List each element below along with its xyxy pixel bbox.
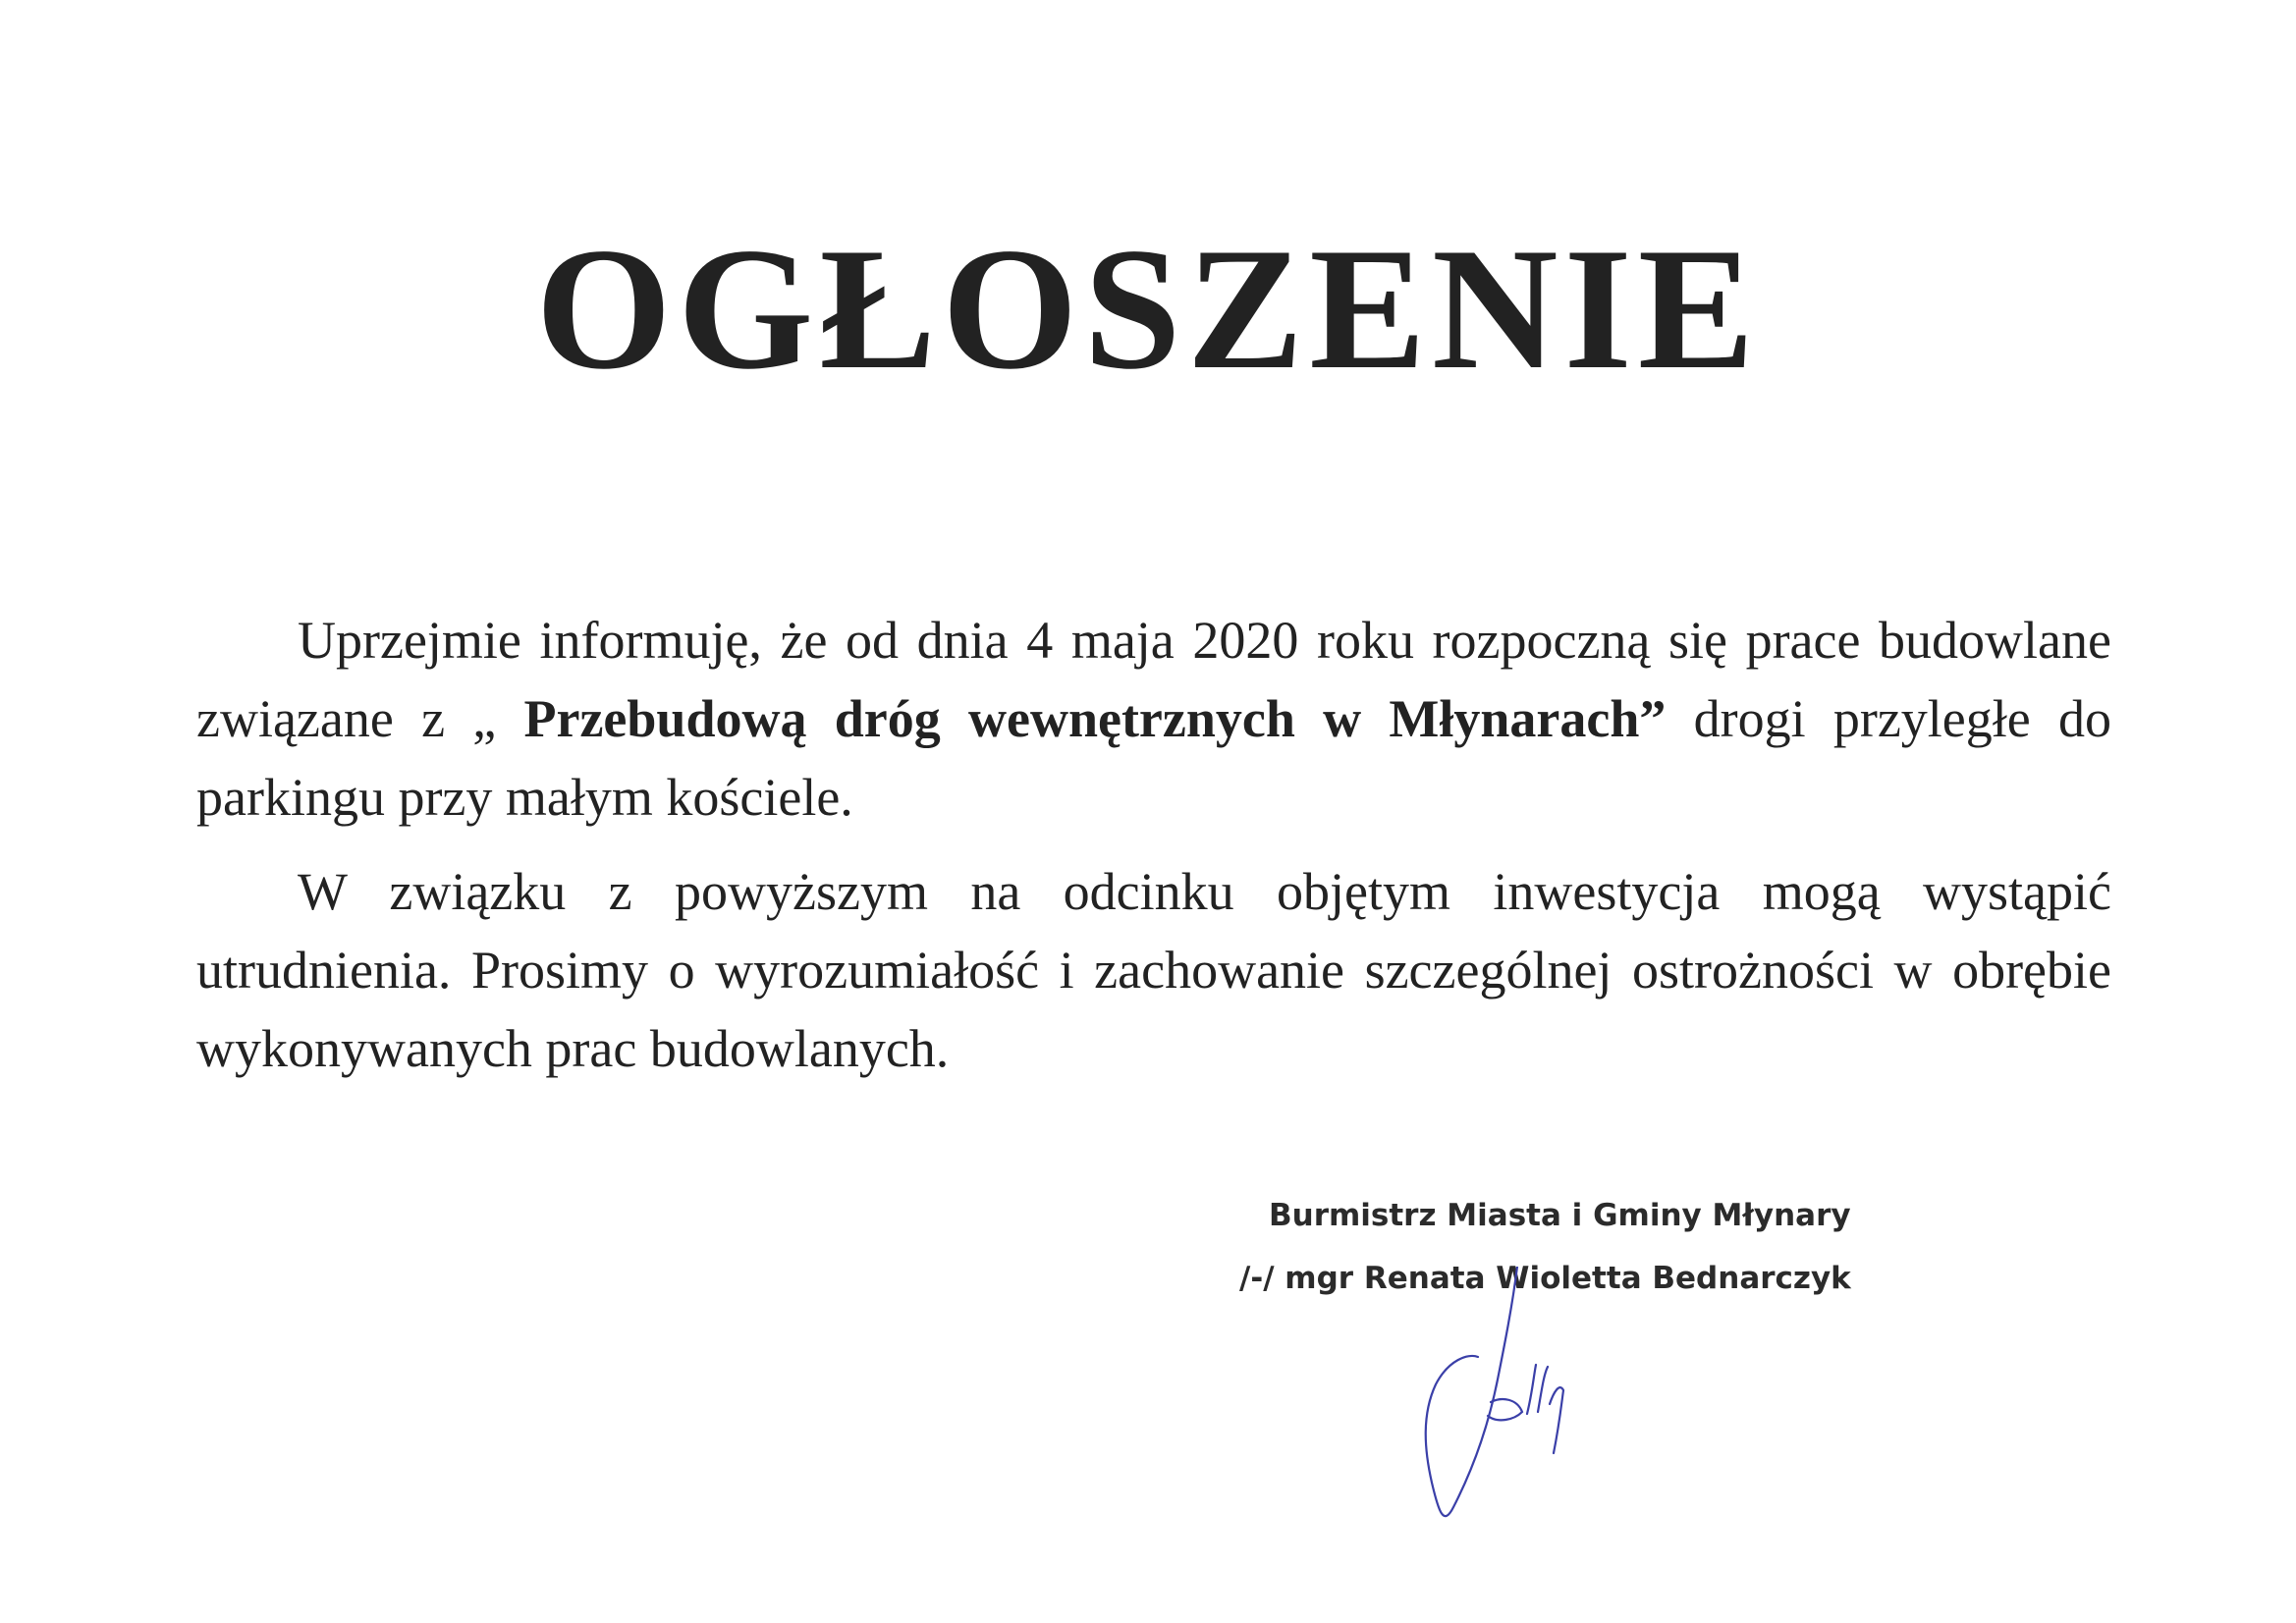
signature-stroke-3 bbox=[1527, 1365, 1563, 1453]
signature-stroke-1 bbox=[1426, 1267, 1517, 1516]
handwritten-signature bbox=[1394, 1267, 1630, 1522]
signatory-name: /-/ mgr Renata Wioletta Bednarczyk bbox=[1239, 1261, 1851, 1296]
project-name: Przebudową dróg wewnętrznych w Młynarach” bbox=[496, 689, 1667, 748]
paragraph-text-start: Uprzejmie informuję, że od dnia 4 maja 2020 roku rozpoczną się prace budowlane związane z „ bbox=[196, 611, 2111, 748]
paragraph-text-end: drogi przyległe do parkingu przy małym kościele. bbox=[196, 689, 2111, 827]
paragraph-notice bbox=[196, 852, 2111, 1088]
paragraph-announcement bbox=[196, 601, 2111, 837]
paragraph-notice-text: W związku z powyższym na odcinku objętym inwestycja mogą wystąpić utrudnienia. Prosimy o wyrozumiałość i zachowanie szczególnej ostrożności w obrębie wykonywanych prac budowlanych. bbox=[196, 862, 2111, 1078]
document-title: OGŁOSZENIE bbox=[535, 211, 1761, 406]
signatory-position: Burmistrz Miasta i Gminy Młynary bbox=[1269, 1198, 1851, 1233]
